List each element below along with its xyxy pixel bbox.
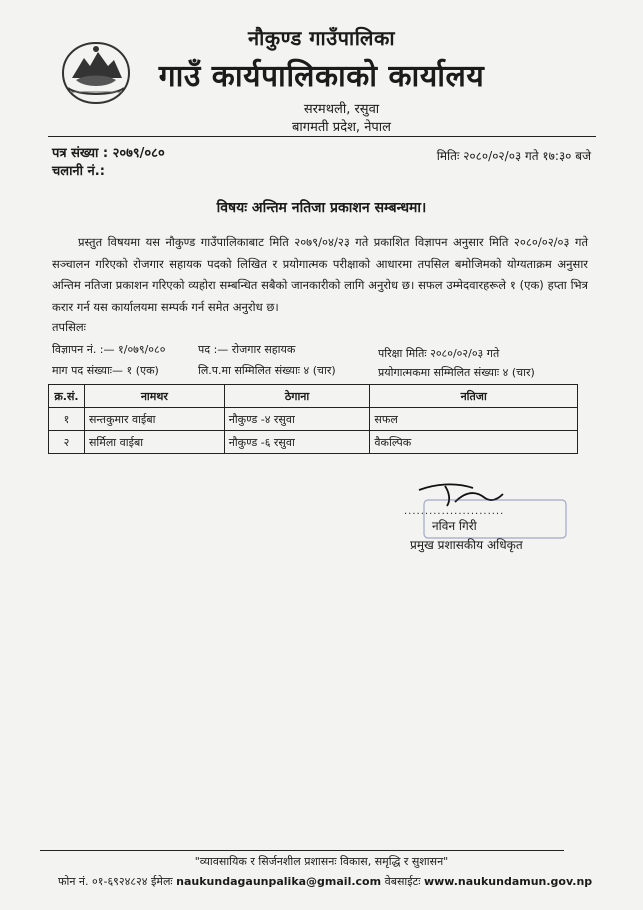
signatory-title: प्रमुख प्रशासकीय अधिकृत [410,538,523,552]
col-header-result: नतिजा [370,385,578,408]
written-exam-count: लि.प.मा सम्मिलित संख्याः ४ (चार) [198,364,336,377]
footer-phone: फोन नं. ०१-६९२४८२४ [58,875,148,888]
row-address: नौकुण्ड -६ रसुवा [224,431,370,454]
letter-subject: विषयः अन्तिम नतिजा प्रकाशन सम्बन्धमा। [216,200,427,216]
demand-post-count: माग पद संख्याः— १ (एक) [52,364,159,377]
results-table [48,384,578,454]
letter-body: प्रस्तुत विषयमा यस नौकुण्ड गाउँपालिकाबाट मिति २०७९/०४/२३ गते प्रकाशित विज्ञापन अनुसार मिति २०८०/०२/०३ गते सञ्चालन गरिएको रोजगार सहायक पदको लिखित र प्रयोगात्मक परीक्षाको आधारमा तपसिल बमोजिमको योग्यताक्रम अनुसार अन्तिम नतिजा प्रकाशन गरिएको व्यहोरा सम्बन्धित सबैको जानकारीको लागि अनुरोध छ। सफल उम्मेदवारहरूले १ (एक) हप्ता भित्र करार गर्न यस कार्यालयमा सम्पर्क गर्न समेत अनुरोध छ। [52,235,588,314]
signatory-name: नविन गिरी [432,519,477,533]
col-header-serial: क्र.सं. [49,385,85,408]
letter-date: मितिः २०८०/०२/०३ गते १७:३० बजे [436,149,591,163]
exam-date: परिक्षा मितिः २०८०/०२/०३ गते [378,347,500,360]
office-name: नौकुण्ड गाउँपालिका [247,26,396,50]
row-name: सर्मिला वाईबा [84,431,224,454]
row-result: सफल [370,408,578,431]
signature-line: ........................ [404,506,505,517]
post-name: पद :— रोजगार सहायक [198,343,296,356]
reference-number: पत्र संख्या : २०७९/०८० [52,146,165,161]
footer-contact [58,874,592,889]
table-header-row [49,385,578,408]
dispatch-number: चलानी नं.: [52,164,105,179]
row-serial: १ [49,408,85,431]
advertisement-number: विज्ञापन नं. :— १/०७९/०८० [52,343,166,356]
col-header-address: ठेगाना [224,385,370,408]
details-heading: तपसिलः [52,320,86,334]
office-title: गाउँ कार्यपालिकाको कार्यालय [158,59,485,94]
row-name: सन्तकुमार वाईबा [84,408,224,431]
footer-website[interactable]: www.naukundamun.gov.np [423,875,593,888]
footer-web-label: वेबसाईटः [384,875,421,888]
address-line-1: सरमथली, रसुवा [303,102,380,117]
table-row [49,408,578,431]
row-address: नौकुण्ड -४ रसुवा [224,408,370,431]
address-line-2: बागमती प्रदेश, नेपाल [292,120,391,135]
header-divider [48,136,596,137]
footer-divider [40,850,564,851]
practical-exam-count: प्रयोगात्मकमा सम्मिलित संख्याः ४ (चार) [378,366,535,379]
row-serial: २ [49,431,85,454]
footer-email[interactable]: naukundagaunpalika@gmail.com [176,875,382,888]
footer-slogan: "व्यावसायिक र सिर्जनशील प्रशासनः विकास, समृद्धि र सुशासन" [194,855,449,868]
col-header-name: नामथर [84,385,224,408]
footer-email-label: ईमेलः [150,875,173,888]
row-result: वैकल्पिक [370,431,578,454]
table-row [49,431,578,454]
